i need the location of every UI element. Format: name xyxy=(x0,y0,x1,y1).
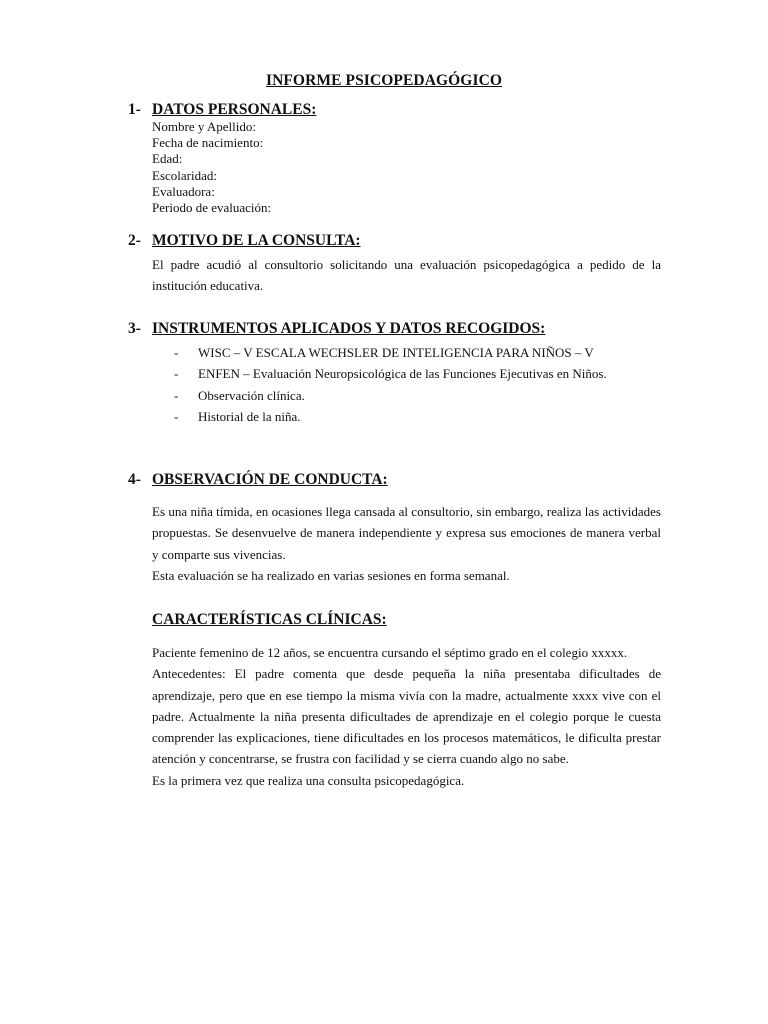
caracteristicas-paragraph xyxy=(152,642,661,791)
caracteristicas-heading: CARACTERÍSTICAS CLÍNICAS: xyxy=(152,611,387,628)
bullet-dash: - xyxy=(174,366,179,382)
field-periodo: Periodo de evaluación: xyxy=(152,200,272,216)
caracteristicas-text-3: Es la primera vez que realiza una consulta psicopedagógica. xyxy=(152,772,465,788)
list-item-text: WISC – V ESCALA WECHSLER DE INTELIGENCIA PARA NIÑOS – V xyxy=(198,345,594,360)
section-number: 3- xyxy=(128,320,141,337)
section-number: 1- xyxy=(128,101,141,118)
section-motivo-heading xyxy=(128,232,361,250)
section-instrumentos-heading xyxy=(128,320,545,338)
field-fecha-nacimiento: Fecha de nacimiento: xyxy=(152,135,264,151)
section-title: OBSERVACIÓN DE CONDUCTA: xyxy=(152,471,388,488)
motivo-paragraph xyxy=(152,254,661,297)
document-title: INFORME PSICOPEDAGÓGICO xyxy=(265,72,503,89)
section-title: MOTIVO DE LA CONSULTA: xyxy=(152,232,361,249)
list-item xyxy=(152,363,661,384)
motivo-text: El padre acudió al consultorio solicitando una evaluación psicopedagógica a pedido de la institución educativa. xyxy=(152,257,661,294)
list-item-text: ENFEN – Evaluación Neuropsicológica de las Funciones Ejecutivas en Niños. xyxy=(198,366,607,382)
list-item-text: Historial de la niña. xyxy=(198,408,301,424)
section-title: INSTRUMENTOS APLICADOS Y DATOS RECOGIDOS: xyxy=(152,320,546,337)
instrumentos-list xyxy=(152,342,661,427)
observacion-text-1: Es una niña tímida, en ocasiones llega cansada al consultorio, sin embargo, realiza las actividades propuestas. Se desenvuelve de manera independiente y expresa sus emociones de manera verbal y comparte sus vivencias. xyxy=(152,504,661,562)
personal-fields xyxy=(152,119,271,216)
observacion-text-2: Esta evaluación se ha realizado en varias sesiones en forma semanal. xyxy=(152,567,510,583)
field-evaluadora: Evaluadora: xyxy=(152,183,215,199)
section-number: 4- xyxy=(128,471,141,488)
list-item xyxy=(152,385,661,406)
section-title: DATOS PERSONALES: xyxy=(152,101,317,118)
section-number: 2- xyxy=(128,232,141,249)
bullet-dash: - xyxy=(174,408,179,424)
bullet-dash: - xyxy=(174,345,179,360)
list-item-text: Observación clínica. xyxy=(198,387,305,403)
section-datos-heading xyxy=(128,101,316,119)
field-escolaridad: Escolaridad: xyxy=(152,167,217,183)
field-edad: Edad: xyxy=(152,151,183,167)
caracteristicas-text-1: Paciente femenino de 12 años, se encuentra cursando el séptimo grado en el colegio xxxxx. xyxy=(152,645,628,660)
field-nombre: Nombre y Apellido: xyxy=(152,119,256,134)
list-item xyxy=(152,406,661,427)
observacion-paragraph xyxy=(152,501,661,586)
section-observacion-heading xyxy=(128,471,388,489)
caracteristicas-text-2: Antecedentes: El padre comenta que desde pequeña la niña presentaba dificultades de aprendizaje, pero que en ese tiempo la misma vivía con la madre, actualmente xxxx vive con el padre. Actualmente la niña presenta dificultades de aprendizaje en el colegio porque le cuesta comprender las explicaciones, tiene dificultades en los procesos matemáticos, le dificulta prestar atención y concentrarse, se frustra con facilidad y se cierra cuando algo no sabe. xyxy=(152,666,661,767)
bullet-dash: - xyxy=(174,387,179,403)
list-item xyxy=(152,342,661,363)
